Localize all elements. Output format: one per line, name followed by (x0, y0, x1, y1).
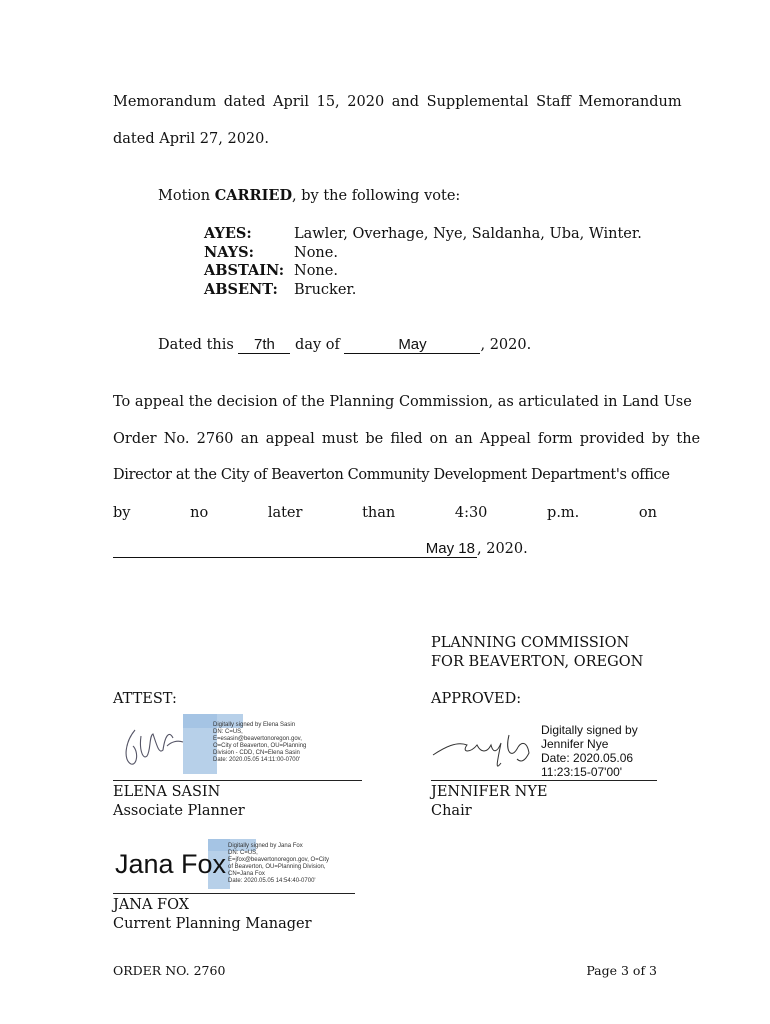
fox-title: Current Planning Manager (113, 916, 312, 932)
fox-typed-signature: Jana Fox (115, 849, 227, 879)
nye-title: Chair (431, 803, 472, 819)
digital-line: Digitally signed by Jana Fox (228, 843, 303, 849)
digital-line: DN: C=US, (228, 850, 258, 856)
appeal-word: p.m. (547, 505, 580, 521)
footer-order: ORDER NO. 2760 (113, 963, 226, 978)
vote-row-ayes (204, 225, 642, 244)
digital-line: of Beaverton, OU=Planning Division, (228, 864, 326, 870)
dated-suffix: , 2020. (480, 337, 532, 353)
appeal-word: by (113, 505, 131, 521)
appeal-word: 4:30 (454, 505, 488, 521)
vote-row-nays (204, 244, 642, 263)
motion-line (158, 187, 460, 204)
digital-line: DN: C=US, (213, 729, 243, 735)
nye-digital-text (541, 723, 638, 779)
memo-line-2: dated April 27, 2020. (113, 131, 269, 147)
commission-line-2: FOR BEAVERTON, OREGON (431, 654, 644, 670)
appeal-line-4 (113, 505, 657, 521)
sasin-name: ELENA SASIN (113, 784, 221, 800)
dated-prefix: Dated this (158, 337, 234, 353)
approved-label: APPROVED: (431, 691, 522, 707)
vote-value: Lawler, Overhage, Nye, Saldanha, Uba, Winter. (294, 226, 642, 242)
digital-line: Date: 2020.05.05 14:11:00-0700' (213, 757, 301, 763)
memo-text-1: Memorandum dated April 15, 2020 and Supplemental Staff Memorandum (113, 94, 682, 110)
appeal-line-3: Director at the City of Beaverton Community Development Department's office (113, 467, 670, 483)
handwritten-signature (431, 723, 535, 769)
vote-value: None. (294, 263, 338, 279)
signature-rule (431, 780, 657, 781)
handwritten-signature (117, 716, 187, 768)
vote-label: NAYS: (204, 243, 254, 261)
attest-label: ATTEST: (113, 691, 177, 707)
digital-line: E=jfox@beavertonoregon.gov, O=City (228, 857, 330, 863)
appeal-date-suffix: , 2020. (477, 541, 528, 557)
appeal-word: later (267, 505, 303, 521)
motion-result: CARRIED (214, 187, 293, 204)
appeal-line-2: Order No. 2760 an appeal must be filed on an Appeal form provided by the (113, 431, 701, 447)
motion-prefix: Motion (158, 188, 215, 204)
appeal-word: on (638, 505, 657, 521)
signature-rule (113, 780, 362, 781)
digital-line: 11:23:15-07'00' (541, 765, 623, 779)
dated-mid: day of (295, 337, 340, 353)
fox-digital-text (228, 843, 329, 885)
dated-line (158, 337, 531, 354)
vote-value: Brucker. (294, 281, 357, 298)
sasin-digital-text (213, 722, 306, 764)
digital-line: E=esasin@beavertonoregon.gov, (213, 736, 302, 742)
commission-line-1: PLANNING COMMISSION (431, 635, 630, 651)
footer-page-number: Page 3 of 3 (586, 963, 657, 978)
vote-value: None. (294, 244, 338, 261)
vote-label: ABSENT: (204, 280, 278, 298)
vote-row-abstain (204, 262, 642, 281)
digital-line: O=City of Beaverton, OU=Planning (213, 743, 307, 749)
fox-signature-block (113, 835, 358, 893)
dated-month-field: May (344, 337, 480, 354)
digital-line: Jennifer Nye (541, 737, 609, 751)
digital-line: CN=Jana Fox (228, 871, 265, 877)
appeal-line-1: To appeal the decision of the Planning Commission, as articulated in Land Use (113, 394, 692, 410)
appeal-date-field: May 18 (113, 541, 477, 558)
appeal-word: no (190, 505, 209, 521)
fox-name: JANA FOX (113, 897, 190, 913)
digital-line: Digitally signed by (541, 723, 638, 737)
memo-line-1 (113, 94, 682, 110)
appeal-word: than (362, 505, 396, 521)
vote-label: AYES: (204, 225, 252, 242)
digital-line: Date: 2020.05.06 (541, 751, 634, 765)
nye-name: JENNIFER NYE (431, 784, 548, 800)
motion-suffix: , by the following vote: (292, 188, 461, 204)
vote-label: ABSTAIN: (204, 262, 285, 279)
nye-signature-block (431, 715, 657, 780)
vote-row-absent (204, 281, 642, 300)
appeal-date-line (113, 541, 528, 558)
signature-rule (113, 893, 355, 894)
vote-table (204, 225, 642, 299)
digital-line: Division - CDD, CN=Elena Sasin (213, 750, 300, 756)
digital-line: Date: 2020.05.05 14:54:40-0700' (228, 878, 316, 884)
sasin-signature-block (113, 708, 363, 780)
sasin-title: Associate Planner (113, 803, 245, 819)
dated-day-field: 7th (238, 337, 290, 354)
digital-line: Digitally signed by Elena Sasin (213, 722, 296, 728)
